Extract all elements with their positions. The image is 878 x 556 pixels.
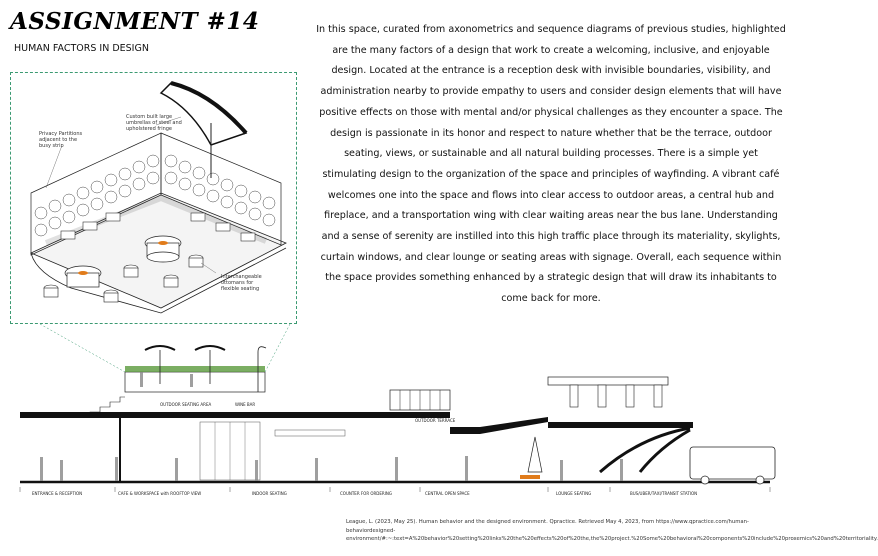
label-entrance: ENTRANCE & RECEPTION — [32, 491, 83, 496]
label-central-space: CENTRAL OPEN SPACE — [425, 491, 470, 496]
description-paragraph: In this space, curated from axonometrics and sequence diagrams of previous studies, highlighted are the many factors of a design that work to create a welcoming, inclusive, and enjoyable design. Located at the entrance is a reception desk with invisible boundaries, visibility, and administration nearby to provide empathy to users and consider design elements that will have positive effects on those with mental and/or physical challenges as they encounter a space. The design is passionate in its honor and respect to nature whether that be the terrace, outdoor seating, views, or sustainable and all natural building processes. There is a simple yet stimulating design to the organization of the space and principles of wayfinding. A vibrant café welcomes one into the space and flows into clear access to outdoor areas, a central hub and fireplace, and a transportation wing with clear waiting areas near the bus lane. Understanding and a sense of serenity are instilled into this high traffic place through its materiality, skylights, curtain windows, and clear lounge or seating areas with signage. Overall, each sequence within the space provides something enhanced by a strategic design that will draw its inhabitants to come back for more. — [316, 24, 786, 305]
label-wine-bar: WINE BAR — [235, 402, 256, 407]
callout-umbrellas-2: umbrellas of steel and — [126, 120, 182, 126]
label-transit: BUS/UBER/TAXI/TRANSIT STATION — [630, 491, 698, 496]
callout-umbrellas-3: upholstered fringe — [126, 126, 173, 132]
label-cafe: CAFE & WORKSPACE with ROOFTOP VIEW — [118, 491, 202, 496]
label-outdoor-seating: OUTDOOR SEATING AREA — [160, 402, 212, 407]
callout-umbrellas-1: Custom built large — [126, 114, 173, 120]
label-outdoor-terrace: OUTDOOR TERRACE — [415, 418, 456, 423]
callout-partitions-3: busy strip — [39, 143, 64, 149]
axonometric-drawing — [10, 72, 297, 324]
sequence-section-drawing — [0, 322, 794, 512]
label-counter: COUNTER FOR ORDERING — [340, 491, 392, 496]
page-title: ASSIGNMENT #14 — [10, 8, 260, 35]
callout-partitions-2: adjacent to the — [39, 137, 78, 143]
callout-ottomans-1: Interchangeable — [221, 274, 262, 280]
callout-partitions-1: Privacy Partitions — [39, 131, 83, 137]
callout-ottomans-2: ottomans for — [221, 280, 254, 286]
callout-ottomans-3: flexible seating — [221, 286, 260, 292]
citation: League, L. (2023, May 25). Human behavior and the designed environment. Qpractice. Retrieved May 4, 2023, from https://www.qpractice.com/human-behaviordesigned-environment/#:~:text=A%20behavior%20setting%20links%20the%20effects%20of%20the,the%20project.%20Some%20behavioral%20components%20include%20proxemics%20and%20territoriality. — [346, 519, 878, 542]
label-indoor-seating: INDOOR SEATING — [252, 491, 287, 496]
label-lounge: LOUNGE SEATING — [556, 491, 592, 496]
page-subtitle: HUMAN FACTORS IN DESIGN — [14, 43, 149, 54]
